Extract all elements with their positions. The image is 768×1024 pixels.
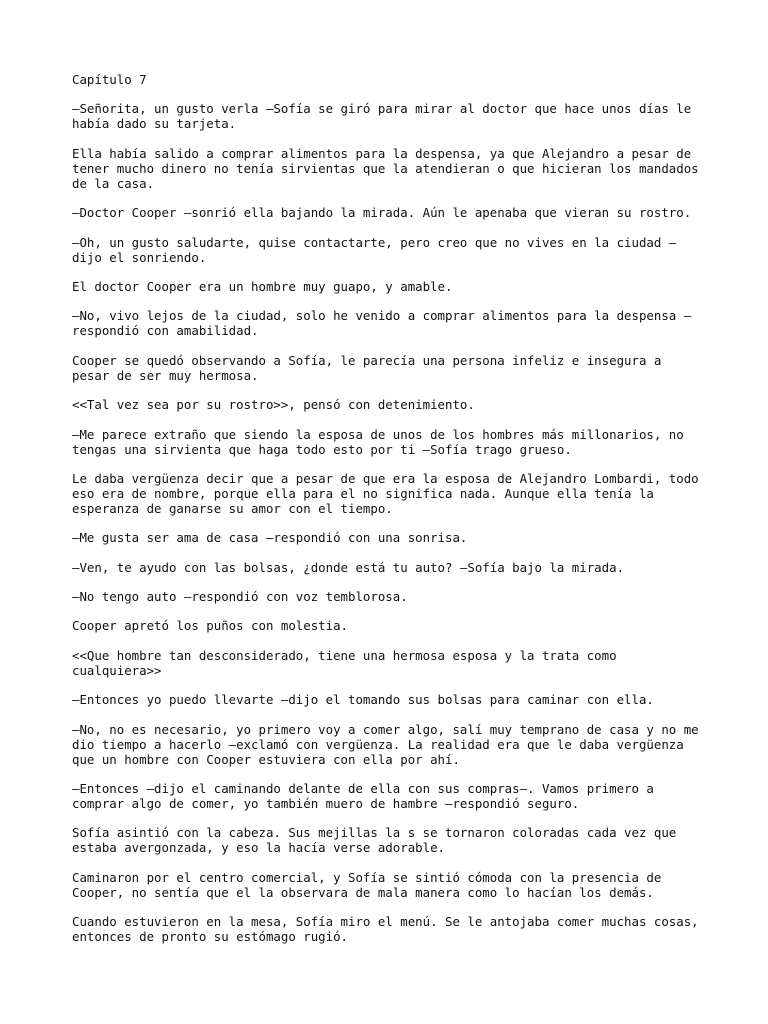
paragraph: Sofía asintió con la cabeza. Sus mejillas la s se tornaron coloradas cada vez que estaba avergonzada, y eso la hacía verse adorable.	[72, 825, 677, 856]
paragraph: <<Tal vez sea por su rostro>>, pensó con detenimiento.	[72, 397, 475, 413]
paragraph: Cooper apretó los puños con molestia.	[72, 618, 349, 634]
paragraph: —No, vivo lejos de la ciudad, solo he venido a comprar alimentos para la despensa —respondió con amabilidad.	[72, 308, 692, 339]
paragraph: Cooper se quedó observando a Sofía, le parecía una persona infeliz e insegura a pesar de ser muy hermosa.	[72, 352, 662, 383]
paragraph: —Doctor Cooper —sonrió ella bajando la mirada. Aún le apenaba que vieran su rostro.	[72, 205, 692, 221]
paragraph: Cuando estuvieron en la mesa, Sofía miro el menú. Se le antojaba comer muchas cosas, entonces de pronto su estómago rugió.	[72, 914, 699, 945]
paragraph: —Me parece extraño que siendo la esposa de unos de los hombres más millonarios, no tengas una sirvienta que haga todo esto por ti —Sofía trago grueso.	[72, 426, 684, 457]
paragraph: —No, no es necesario, yo primero voy a comer algo, salí muy temprano de casa y no me dio tiempo a hacerlo —exclamó con vergüenza. La realidad era que le daba vergüenza que un hombre con Cooper estuviera con ella por ahí.	[72, 721, 699, 767]
chapter-title: Capítulo 7	[72, 72, 147, 87]
document-page	[72, 72, 702, 959]
paragraph: —Entonces yo puedo llevarte —dijo el tomando sus bolsas para caminar con ella.	[72, 692, 654, 708]
paragraph: Caminaron por el centro comercial, y Sofía se sintió cómoda con la presencia de Cooper, no sentía que el la observara de mala manera como lo hacían los demás.	[72, 869, 662, 900]
paragraph: —Entonces —dijo el caminando delante de ella con sus compras—. Vamos primero a comprar algo de comer, yo también muero de hambre —respondió seguro.	[72, 781, 654, 812]
paragraph: —Me gusta ser ama de casa —respondió con una sonrisa.	[72, 530, 468, 546]
paragraph: —Ven, te ayudo con las bolsas, ¿donde está tu auto? —Sofía bajo la mirada.	[72, 559, 625, 575]
paragraph: Ella había salido a comprar alimentos para la despensa, ya que Alejandro a pesar de tener mucho dinero no tenía sirvientas que la atendieran o que hicieran los mandados de la casa.	[72, 145, 699, 191]
paragraph: El doctor Cooper era un hombre muy guapo, y amable.	[72, 278, 453, 294]
paragraph: Le daba vergüenza decir que a pesar de que era la esposa de Alejandro Lombardi, todo eso era de nombre, porque ella para el no significa nada. Aunque ella tenía la esperanza de ganarse su amor con el tiempo.	[72, 470, 699, 516]
paragraph: <<Que hombre tan desconsiderado, tiene una hermosa esposa y la trata como cualquiera>>	[72, 647, 617, 678]
paragraph: —Señorita, un gusto verla —Sofía se giró para mirar al doctor que hace unos días le había dado su tarjeta.	[72, 101, 692, 132]
paragraph: —No tengo auto —respondió con voz temblorosa.	[72, 589, 408, 605]
paragraph: —Oh, un gusto saludarte, quise contactarte, pero creo que no vives en la ciudad —dijo el sonriendo.	[72, 234, 677, 265]
